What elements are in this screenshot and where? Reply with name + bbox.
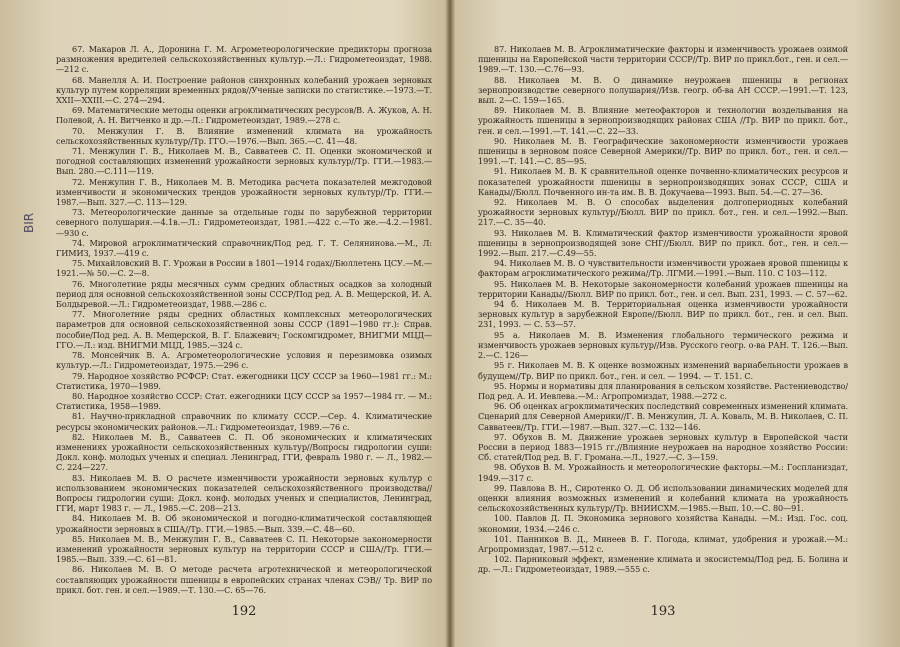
reference-entry: 80. Народное хозяйство СССР: Стат. ежегодники ЦСУ СССР за 1957—1984 гг. — М.: Статистика, 1958—1989. [56,390,432,412]
reference-entry: 85. Николаев М. В., Менжулин Г. В., Савватеев С. П. Некоторые закономерности изменений урожайности зерновых культур на территории СССР и США//Тр. ГГИ.—1985.—Вып. 339.—С. 61—81. [56,533,432,565]
page-number: 193 [650,604,676,619]
reference-entry: 78. Монсейчик В. А. Агрометеорологические условия и перезимовка озимых культур.—Л.: Гидрометеоиздат, 1975.—296 с. [56,350,432,371]
margin-handwriting: BIR [22,212,36,233]
reference-entry: 76. Многолетние ряды месячных сумм средних областных осадков за холодный период для основной сельскохозяйственной зоны СССР/Под ред. А. В. Мещерской, И. А. Болдыревой.—Л.: Гидрометеоиздат, 1988.—286 с. [56,278,432,310]
reference-list-right [478,44,848,575]
right-page [478,44,848,647]
reference-entry: 95. Николаев М. В. Некоторые закономерности колебаний урожаев пшеницы на территории Канады//Бюлл. ВИР по прикл. бот., ген. и сел. Вып. 231, 1993. — С. 57—62. [478,278,848,299]
reference-entry: 90. Николаев М. В. Географические закономерности изменчивости урожаев пшеницы в зерновом поясе Северной Америки//Тр. ВИР по прикл. бот., ген. и сел.—1991.—Т. 141.—С. 85—95. [478,135,848,167]
reference-entry: 77. Многолетние ряды средних областных комплексных метеорологических параметров для основной сельскохозяйственной зоны СССР (1891—1980 гг.): Справ. пособие/Под ред. А. В. Мещерской, В. Г. Блажевич; Госкомгидромет, ВНИГМИ МЦД—ГГО.—Л.: изд. ВНИГМИ МЦД, 1985.—324 с. [56,309,432,350]
reference-list-left [56,44,432,595]
reference-entry: 72. Менжулин Г. В., Николаев М. В. Методика расчета показателей межгодовой изменчивости и экономических трендов урожайности зерновых культур//Тр. ГГИ.—1987.—Вып. 327.—С. 113—129. [56,176,432,208]
reference-entry: 96. Об оценках агроклиматических последствий современных изменений климата. Сценарий для Северной Америки//Г. В. Менжулин, Л. А. Коваль, М. В. Николаев, С. П. Савватеев//Тр. ГГИ.—1987.—Вып. 327.—С. 132—146. [478,401,848,432]
left-page [56,44,432,647]
reference-entry: 93. Николаев М. В. Климатический фактор изменчивости урожайности яровой пшеницы в зернопроизводящей зоне СНГ//Бюлл. ВИР по прикл. бот., ген. и сел.—1992.—Вып. 217.—С.49—55. [478,227,848,259]
reference-entry: 97. Обухов В. М. Движение урожаев зерновых культур в Европейской части России в период 1883—1915 гг.//Влияние неурожаев на народное хозяйство России: Сб. статей/Под ред. В. Г. Громана.—Л., 1927.—С. 3—159. [478,431,848,463]
reference-entry: 95. Нормы и нормативы для планирования в сельском хозяйстве. Растениеводство/Под ред. А. И. Иевлева.—М.: Агропромиздат, 1988.—272 с. [478,380,848,401]
reference-entry: 102. Парниковый эффект, изменение климата и экосистемы/Под ред. Б. Болина и др. —Л.: Гидрометеоиздат, 1989.—555 с. [478,554,848,575]
reference-entry: 98. Обухов В. М. Урожайность и метеорологические факторы.—М.: Госпланиздат, 1949.—317 с. [478,462,848,483]
reference-entry: 94. Николаев М. В. О чувствительности изменчивости урожаев яровой пшеницы к факторам агроклиматического режима//Тр. ЛГМИ.—1991.—Вып. 110. С 103—112. [478,258,848,279]
reference-entry: 74. Мировой агроклиматический справочник/Под ред. Г. Т. Селянинова.—М., Л: ГИМИЗ, 1937.—419 с. [56,237,432,259]
reference-entry: 89. Николаев М. В. Влияние метеофакторов и технологии возделывания на урожайность пшеницы в зернопроизводящих районах США //Тр. ВИР по прикл. бот., ген. и сел.—1991.—Т. 141.—С. 22—33. [478,105,848,136]
reference-entry: 95 г. Николаев М. В. К оценке возможных изменений вариабельности урожаев в будущем//Тр. ВИР по прикл. бот., ген. и сел. — 1994. — Т. 151. С. [478,360,848,381]
reference-entry: 79. Народное хозяйство РСФСР: Стат. ежегодники ЦСУ СССР за 1960—1981 гг.: М.: Статистика, 1970—1989. [56,370,432,391]
book-spine [445,0,455,647]
reference-entry: 71. Менжулин Г. В., Николаев М. В., Савватеев С. П. Оценки экономической и погодной составляющих изменений урожайности зерновых культур//Тр. ГГИ.—1983.—Вып. 280.—С.111—119. [56,146,432,177]
reference-entry: 73. Метеорологические данные за отдельные годы по зарубежной территории северного полушария.—4.1в.—Л.: Гидрометеоиздат, 1981.—422 с.—То же.—4.2.—1981.—930 с. [56,207,432,238]
reference-entry: 84. Николаев М. В. Об экономической и погодно-климатической составляющей урожайности зерновых в США//Тр. ГГИ.—1985.—Вып. 339.—С. 48—60. [56,513,432,534]
reference-entry: 69. Математические методы оценки агроклиматических ресурсов/В. А. Жуков, А. Н. Полевой, А. Н. Витченко и др.—Л.: Гидрометеоиздат, 1989.—278 с. [56,105,432,126]
reference-entry: 91. Николаев М. В. К сравнительной оценке почвенно-климатических ресурсов и показателей урожайности пшеницы в зернопроизводящих зонах СССР, США и Канады//Бюлл. Почвенного ин-та им. В. В. Докучаева—1993. Вып. 54.—С. 27—36. [478,166,848,197]
reference-entry: 99. Павлова В. Н., Сиротенко О. Д. Об использовании динамических моделей для оценки влияния возможных изменений и колебаний климата на урожайность сельскохозяйственных культур//Тр. ВНИИСХМ.—1985.—Вып. 10.—С. 80—91. [478,482,848,514]
reference-entry: 95 а. Николаев М. В. Изменения глобального термического режима и изменчивость урожаев зерновых культур//Изв. Русского геогр. о-ва РАН. Т. 126.—Вып. 2.—С. 126— [478,329,848,361]
reference-entry: 100. Павлов Д. П. Экономика зернового хозяйства Канады. —М.: Изд. Гос. соц. экономии, 1934.—246 с. [478,513,848,534]
reference-entry: 92. Николаев М. В. О способах выделения долгопериодных колебаний урожайности зерновых культур//Бюлл. ВИР по прикл. бот., ген. и сел.—1992.—Вып. 217.—С. 35—40. [478,197,848,228]
reference-entry: 86. Николаев М. В. О методе расчета агротехнической и метеорологической составляющих урожайности пшеницы в европейских странах членах СЭВ// Тр. ВИР по прикл. бот. ген. и сел.—1989.—Т. 130.—С. 65—76. [56,564,432,595]
reference-entry: 68. Манелля А. И. Построение районов синхронных колебаний урожаев зерновых культур путем корреляции временных рядов//Ученые записки по статистике.—1973.—Т. XXII—XXIII.—С. 274—294. [56,74,432,106]
reference-entry: 88. Николаев М. В. О динамике неурожаев пшеницы в регионах зернопроизводстве северного полушария//Изв. геогр. об-ва АН СССР.—1991.—Т. 123, вып. 2—С. 159—165. [478,74,848,106]
reference-entry: 83. Николаев М. В. О расчете изменчивости урожайности зерновых культур с использованием экономических показателей сельскохозяйственного производства//Вопросы гидрологии суши: Докл. конф. молодых ученых и специалистов, Ленинград, ГГИ, март 1983 г. — Л., 1985.—С. 208—213. [56,472,432,514]
reference-entry: 81. Научно-прикладной справочник по климату СССР.—Сер. 4. Климатические ресурсы экономических районов.—Л.: Гидрометеоиздат, 1989.—76 с. [56,411,432,432]
reference-entry: 101. Панников В. Д., Минеев В. Г. Погода, климат, удобрения и урожай.—М.: Агропромиздат, 1987.—512 с. [478,533,848,554]
reference-entry: 82. Николаев М. В., Савватеев С. П. Об экономических и климатических изменениях урожайности сельскохозяйственных культур//Вопросы гидрологии суши: Докл. конф. молодых ученых и специал. Ленинград, ГГИ, февраль 1980 г. — Л., 1982.—С. 224—227. [56,431,432,473]
page-number: 192 [231,604,257,619]
reference-entry: 67. Макаров Л. А., Доронина Г. М. Агрометеорологические предикторы прогноза размножения вредителей сельскохозяйственных культур.—Л.: Гидрометеоиздат, 1988.—212 с. [56,44,432,75]
reference-entry: 94 б. Николаев М. В. Территориальная оценка изменчивости урожайности зерновых культур в зарубежной Европе//Бюлл. ВИР по прикл. бот., ген. и сел. Вып. 231, 1993. — С. 53—57. [478,299,848,330]
reference-entry: 87. Николаев М. В. Агроклиматические факторы и изменчивость урожаев озимой пшеницы на Европейской части территории СССР//Тр. ВИР по прикл.бот., ген. и сел.—1989.—Т. 130.—С.76—93. [478,44,848,75]
reference-entry: 75. Михайловский В. Г. Урожаи в России в 1801—1914 годах//Бюллетень ЦСУ.—М.—1921.—№ 50.—С. 2—8. [56,258,432,279]
reference-entry: 70. Менжулин Г. В. Влияние изменений климата на урожайность сельскохозяйственных культур//Тр. ГГО.—1976.—Вып. 365.—С. 41—48. [56,125,432,146]
